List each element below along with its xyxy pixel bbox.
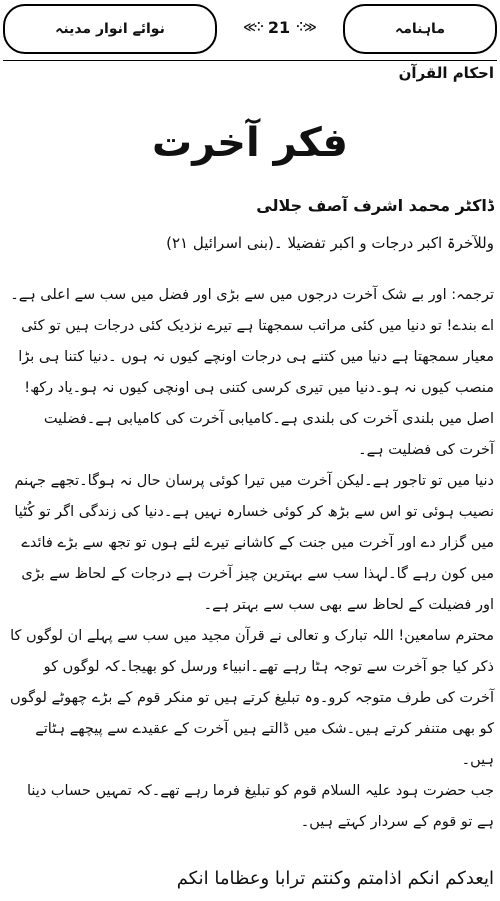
- page-number: 21: [267, 17, 291, 37]
- body-paragraph: محترم سامعین! اللہ تبارک و تعالی نے قرآن مجید میں سب سے پہلے ان لوگوں کا ذکر کیا جو آخرت سے توجہ ہٹا رہے تھے۔انبیاء ورسل کو بھیجا۔کہ لوگوں کو آخرت کی طرف متوجہ کرو۔وہ تبلیغ کرتے ہیں تو منکر قوم کے بڑے چھوٹے لوگوں کو بھی متنفر کرتے ہیں۔شک میں ڈالتے ہیں آخرت کے عقیدے سے پیچھے ہٹاتے ہیں۔: [9, 628, 494, 768]
- article-title: فکر آخرت: [152, 120, 348, 166]
- header-divider: [3, 60, 497, 61]
- ornament-right-icon: ⁘≫: [296, 20, 315, 34]
- magazine-name-label: نوائے انوار مدینہ: [3, 4, 217, 54]
- author-name: ڈاکٹر محمد اشرف آصف جلالی: [256, 196, 494, 215]
- page-number-badge: [217, 14, 341, 40]
- closing-verse: ایعدکم انکم اذامتم وکنتم ترابا وعظاما انکم: [176, 868, 494, 889]
- translation-paragraph: ترجمہ: اور بے شک آخرت درجوں میں سے بڑی اور فضل میں سب سے اعلی ہے۔: [10, 287, 494, 303]
- page-header: [3, 4, 497, 54]
- monthly-label: ماہنامہ: [343, 4, 497, 54]
- ornament-left-icon: ≪⁘: [243, 20, 262, 34]
- article-body: [6, 280, 494, 838]
- body-paragraph: دنیا میں تو تاجور ہے۔لیکن آخرت میں تیرا کوئی پرسان حال نہ ہوگا۔تجھے جہنم نصیب ہوئی تو اس سے بڑھ کر کوئی خسارہ نہیں ہے۔دنیا کی زندگی اگر تو کُٹیا میں گزار دے اور آخرت میں جنت کے کاشانے تیرے لئے ہوں تو تجھ سے بڑے فائدے میں کون رہے گا۔لہذا سب سے بہترین چیز آخرت ہے درجات کے لحاظ سے بڑی اور فضیلت کے لحاظ سے بھی سب سے بہتر ہے۔: [14, 473, 494, 613]
- body-paragraph: اے بندے! تو دنیا میں کئی مراتب سمجھتا ہے تیرے نزدیک کئی درجات ہیں تو کئی معیار سمجھتا ہے دنیا میں کتنے ہی درجات اونچے کیوں نہ ہوں ۔دنیا کتنا ہی بڑا منصب کیوں نہ ہو۔دنیا میں تیری کرسی کتنی ہی اونچی کیوں نہ ہو۔یاد رکھ! اصل میں بلندی آخرت کی بلندی ہے۔کامیابی آخرت کی کامیابی ہے۔فضلیت آخرت کی فضلیت ہے۔: [18, 318, 494, 458]
- body-paragraph: جب حضرت ہود علیہ السلام قوم کو تبلیغ فرما رہے تھے۔کہ تمہیں حساب دینا ہے تو قوم کے سردار کہتے ہیں۔: [27, 783, 494, 830]
- section-tag: احکام القرآن: [398, 64, 494, 82]
- quran-verse: وللآخرۃ اکبر درجات و اکبر تفضیلا ۔(بنی اسرائیل ۲۱): [166, 234, 494, 252]
